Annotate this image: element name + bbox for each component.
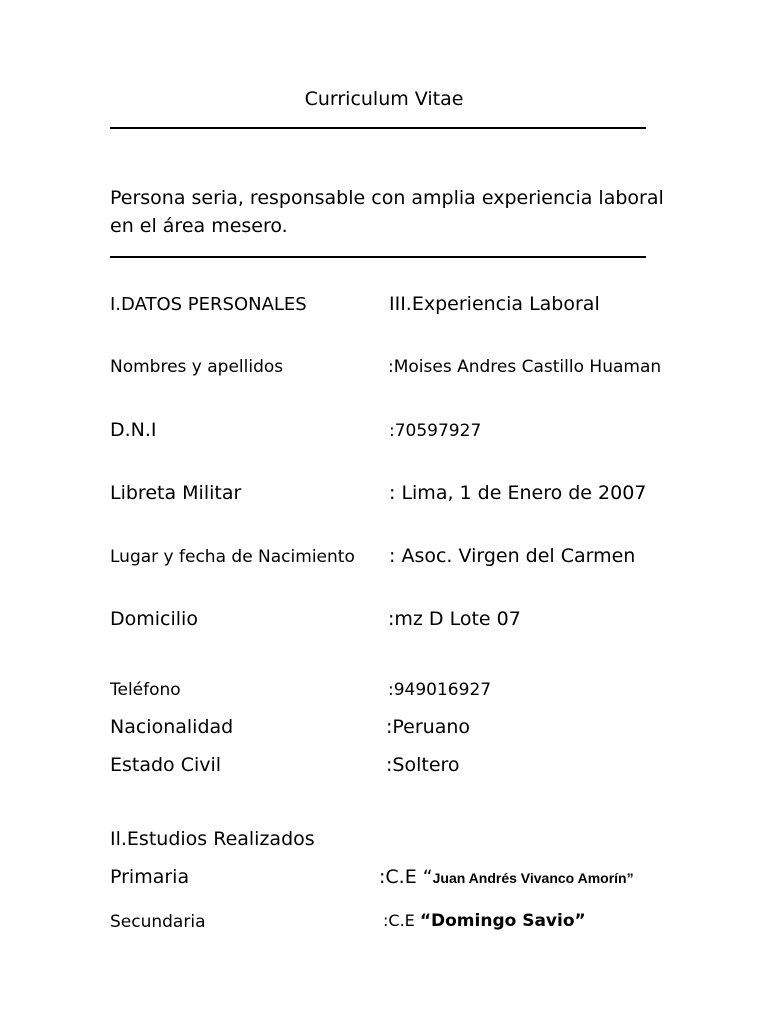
field-value-nacionalidad: :Peruano [386,716,471,738]
primaria-suffix: ” [626,870,634,886]
field-value-lugar-fecha-nacimiento: : Asoc. Virgen del Carmen [389,545,636,567]
field-label-lugar-fecha-nacimiento: Lugar y fecha de Nacimiento [110,547,355,567]
field-label-dni: D.N.I [110,419,157,441]
section-experiencia-laboral: III.Experiencia Laboral [389,293,600,315]
section-estudios-realizados: Il.Estudios Realizados [110,828,315,850]
field-label-estado-civil: Estado Civil [110,754,222,776]
field-value-domicilio: :mz D Lote 07 [388,608,521,630]
field-value-dni: :70597927 [389,421,482,441]
field-label-telefono: Teléfono [110,680,181,700]
field-label-libreta-militar: Libreta Militar [110,482,242,504]
field-value-telefono: :949016927 [388,680,492,700]
secundaria-school: “Domingo Savio” [419,911,586,931]
title-divider [110,127,646,129]
field-label-nacionalidad: Nacionalidad [110,716,234,738]
field-value-nombres: :Moises Andres Castillo Huaman [388,357,662,377]
estudios-value-primaria [379,866,634,888]
estudios-label-secundaria: Secundaria [110,912,206,932]
primaria-prefix: :C.E “ [379,866,433,888]
field-value-libreta-militar: : Lima, 1 de Enero de 2007 [389,482,647,504]
estudios-label-primaria: Primaria [110,866,190,888]
primaria-school: Juan Andrés Vivanco Amorín [432,870,627,886]
section-datos-personales: I.DATOS PERSONALES [110,294,307,315]
estudios-value-secundaria [383,911,586,931]
field-label-domicilio: Domicilio [110,608,198,630]
field-label-nombres: Nombres y apellidos [110,357,284,377]
field-value-estado-civil: :Soltero [386,754,460,776]
secundaria-prefix: :C.E [383,911,420,930]
document-title: Curriculum Vitae [304,88,464,110]
summary-paragraph: Persona seria, responsable con amplia experiencia laboral en el área mesero. [110,187,664,237]
summary-divider [110,256,646,258]
